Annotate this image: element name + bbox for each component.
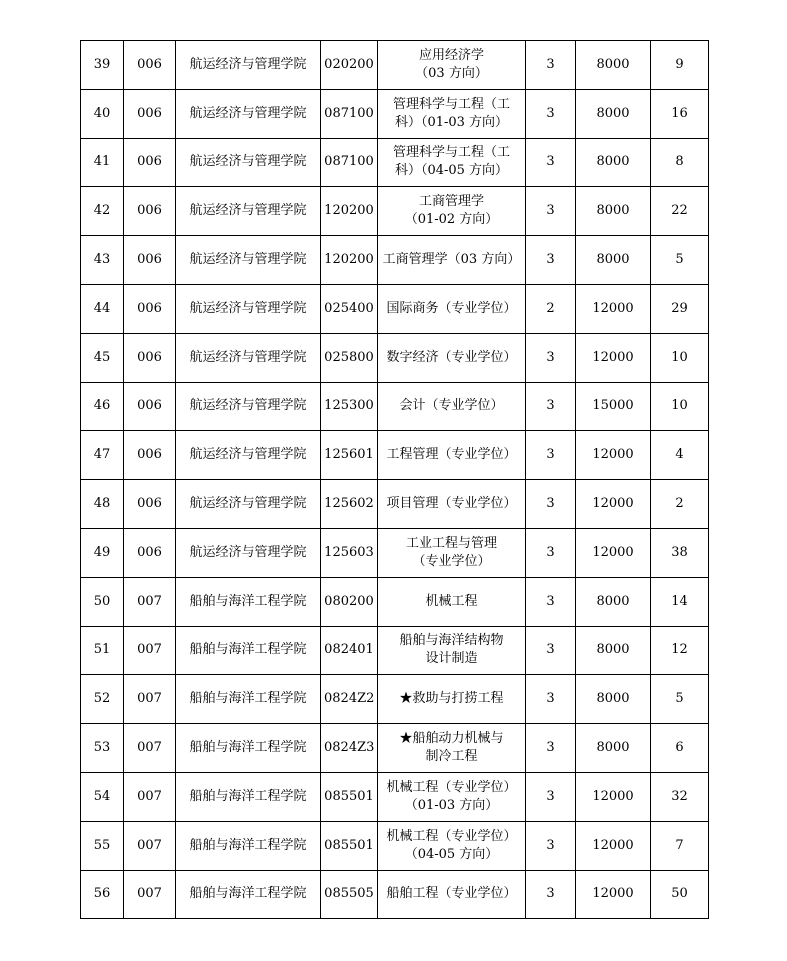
table-row: [81, 724, 709, 773]
study-years: 3: [526, 236, 576, 285]
major-name: [378, 480, 526, 529]
table-row: [81, 870, 709, 919]
major-name: [378, 772, 526, 821]
major-name-line: 项目管理（专业学位）: [386, 496, 517, 512]
tuition-fee: 8000: [576, 675, 651, 724]
school-name: 船舶与海洋工程学院: [176, 724, 321, 773]
major-name-line: （04-05 方向）: [404, 846, 499, 862]
enrollment-count: 4: [651, 431, 709, 480]
enrollment-count: 14: [651, 577, 709, 626]
enrollment-count: 22: [651, 187, 709, 236]
enrollment-count: 38: [651, 528, 709, 577]
major-code: 085505: [321, 870, 378, 919]
study-years: 3: [526, 41, 576, 90]
enrollment-count: 6: [651, 724, 709, 773]
major-code: 082401: [321, 626, 378, 675]
enrollment-count: 7: [651, 821, 709, 870]
major-code: 125300: [321, 382, 378, 431]
major-name-line: 机械工程（专业学位）: [386, 779, 517, 795]
tuition-fee: 8000: [576, 577, 651, 626]
school-name: 航运经济与管理学院: [176, 187, 321, 236]
row-number: 42: [81, 187, 124, 236]
table-row: [81, 528, 709, 577]
row-number: 50: [81, 577, 124, 626]
tuition-fee: 8000: [576, 89, 651, 138]
school-code: 007: [124, 870, 176, 919]
major-name: [378, 382, 526, 431]
tuition-fee: 12000: [576, 870, 651, 919]
table-row: [81, 89, 709, 138]
major-name-line: 工程管理（专业学位）: [386, 447, 517, 463]
major-name: [378, 724, 526, 773]
table-row: [81, 577, 709, 626]
major-code: 080200: [321, 577, 378, 626]
major-name: [378, 577, 526, 626]
row-number: 49: [81, 528, 124, 577]
row-number: 40: [81, 89, 124, 138]
table-body: [81, 41, 709, 919]
school-code: 007: [124, 626, 176, 675]
school-name: 船舶与海洋工程学院: [176, 821, 321, 870]
school-name: 航运经济与管理学院: [176, 333, 321, 382]
study-years: 3: [526, 333, 576, 382]
table-row: [81, 284, 709, 333]
major-code: 020200: [321, 41, 378, 90]
tuition-fee: 8000: [576, 187, 651, 236]
row-number: 52: [81, 675, 124, 724]
enrollment-count: 12: [651, 626, 709, 675]
school-name: 航运经济与管理学院: [176, 236, 321, 285]
major-name-line: 管理科学与工程（工: [392, 96, 510, 112]
table-row: [81, 41, 709, 90]
school-code: 007: [124, 577, 176, 626]
study-years: 3: [526, 480, 576, 529]
row-number: 43: [81, 236, 124, 285]
school-code: 006: [124, 236, 176, 285]
table-row: [81, 382, 709, 431]
major-name: [378, 870, 526, 919]
major-name: [378, 821, 526, 870]
school-code: 006: [124, 480, 176, 529]
major-code: 125603: [321, 528, 378, 577]
major-code: 120200: [321, 187, 378, 236]
tuition-fee: 12000: [576, 528, 651, 577]
enrollment-count: 32: [651, 772, 709, 821]
table-row: [81, 236, 709, 285]
school-code: 006: [124, 187, 176, 236]
table-row: [81, 626, 709, 675]
table-row: [81, 772, 709, 821]
school-name: 航运经济与管理学院: [176, 480, 321, 529]
major-name: [378, 284, 526, 333]
major-code: 025800: [321, 333, 378, 382]
tuition-fee: 12000: [576, 821, 651, 870]
school-code: 007: [124, 724, 176, 773]
major-name: [378, 431, 526, 480]
school-code: 007: [124, 821, 176, 870]
school-name: 航运经济与管理学院: [176, 89, 321, 138]
row-number: 56: [81, 870, 124, 919]
enrollment-count: 29: [651, 284, 709, 333]
major-code: 025400: [321, 284, 378, 333]
school-code: 006: [124, 431, 176, 480]
school-name: 船舶与海洋工程学院: [176, 675, 321, 724]
school-code: 006: [124, 138, 176, 187]
study-years: 3: [526, 724, 576, 773]
tuition-fee: 12000: [576, 333, 651, 382]
major-name: [378, 138, 526, 187]
study-years: 3: [526, 528, 576, 577]
enrollment-count: 10: [651, 382, 709, 431]
tuition-fee: 8000: [576, 626, 651, 675]
major-name-line: 工业工程与管理: [405, 535, 497, 551]
study-years: 3: [526, 772, 576, 821]
table-row: [81, 138, 709, 187]
major-code: 087100: [321, 138, 378, 187]
tuition-fee: 8000: [576, 138, 651, 187]
school-code: 006: [124, 41, 176, 90]
table-row: [81, 675, 709, 724]
major-name: [378, 187, 526, 236]
major-name: [378, 333, 526, 382]
tuition-fee: 12000: [576, 772, 651, 821]
table-row: [81, 480, 709, 529]
enrollment-count: 2: [651, 480, 709, 529]
major-code: 125602: [321, 480, 378, 529]
major-name-line: （专业学位）: [412, 553, 491, 569]
row-number: 53: [81, 724, 124, 773]
enrollment-count: 8: [651, 138, 709, 187]
row-number: 47: [81, 431, 124, 480]
study-years: 3: [526, 382, 576, 431]
major-name-line: 设计制造: [425, 651, 478, 667]
school-name: 航运经济与管理学院: [176, 284, 321, 333]
table-row: [81, 431, 709, 480]
row-number: 45: [81, 333, 124, 382]
major-code: 0824Z3: [321, 724, 378, 773]
table-row: [81, 333, 709, 382]
major-name-line: 机械工程: [425, 593, 478, 609]
major-name-line: 船舶与海洋结构物: [399, 633, 504, 649]
major-name-line: ★船舶动力机械与: [399, 731, 504, 747]
major-name-line: 科）（01-03 方向）: [394, 114, 509, 130]
major-name: [378, 236, 526, 285]
major-name-line: 科）（04-05 方向）: [394, 163, 509, 179]
row-number: 44: [81, 284, 124, 333]
major-code: 0824Z2: [321, 675, 378, 724]
study-years: 3: [526, 138, 576, 187]
study-years: 3: [526, 577, 576, 626]
row-number: 54: [81, 772, 124, 821]
major-name-line: 船舶工程（专业学位）: [386, 886, 517, 902]
school-code: 006: [124, 382, 176, 431]
major-name-line: 应用经济学: [418, 47, 484, 63]
major-name-line: （01-02 方向）: [404, 212, 499, 228]
study-years: 3: [526, 431, 576, 480]
major-name-line: ★救助与打捞工程: [399, 691, 504, 707]
row-number: 55: [81, 821, 124, 870]
tuition-fee: 8000: [576, 41, 651, 90]
table-row: [81, 821, 709, 870]
major-code: 120200: [321, 236, 378, 285]
study-years: 3: [526, 870, 576, 919]
major-name-line: 管理科学与工程（工: [392, 145, 510, 161]
major-name: [378, 528, 526, 577]
study-years: 2: [526, 284, 576, 333]
school-name: 航运经济与管理学院: [176, 528, 321, 577]
school-name: 航运经济与管理学院: [176, 138, 321, 187]
school-code: 006: [124, 528, 176, 577]
school-code: 007: [124, 675, 176, 724]
tuition-fee: 8000: [576, 724, 651, 773]
major-name-line: 会计（专业学位）: [399, 398, 504, 414]
major-code: 085501: [321, 821, 378, 870]
major-name-line: 机械工程（专业学位）: [386, 828, 517, 844]
major-name-line: 制冷工程: [425, 749, 478, 765]
table-row: [81, 187, 709, 236]
major-name: [378, 675, 526, 724]
study-years: 3: [526, 187, 576, 236]
tuition-fee: 12000: [576, 431, 651, 480]
enrollment-count: 5: [651, 236, 709, 285]
school-name: 船舶与海洋工程学院: [176, 577, 321, 626]
major-name-line: 国际商务（专业学位）: [386, 300, 517, 316]
school-code: 007: [124, 772, 176, 821]
major-code: 087100: [321, 89, 378, 138]
row-number: 48: [81, 480, 124, 529]
major-code: 085501: [321, 772, 378, 821]
school-name: 船舶与海洋工程学院: [176, 772, 321, 821]
study-years: 3: [526, 821, 576, 870]
school-code: 006: [124, 284, 176, 333]
major-name-line: （03 方向）: [415, 65, 488, 81]
major-code: 125601: [321, 431, 378, 480]
major-name: [378, 41, 526, 90]
enrollment-count: 5: [651, 675, 709, 724]
enrollment-count: 16: [651, 89, 709, 138]
school-name: 船舶与海洋工程学院: [176, 626, 321, 675]
tuition-fee: 15000: [576, 382, 651, 431]
major-name-line: （01-03 方向）: [404, 797, 499, 813]
study-years: 3: [526, 675, 576, 724]
enrollment-count: 50: [651, 870, 709, 919]
major-name-line: 工商管理学: [418, 194, 484, 210]
major-name: [378, 89, 526, 138]
school-name: 航运经济与管理学院: [176, 431, 321, 480]
major-name-line: 数字经济（专业学位）: [386, 349, 517, 365]
major-name-line: 工商管理学（03 方向）: [382, 252, 521, 268]
admissions-table: [80, 40, 709, 919]
tuition-fee: 12000: [576, 284, 651, 333]
row-number: 46: [81, 382, 124, 431]
tuition-fee: 12000: [576, 480, 651, 529]
school-name: 航运经济与管理学院: [176, 382, 321, 431]
school-code: 006: [124, 89, 176, 138]
school-name: 航运经济与管理学院: [176, 41, 321, 90]
school-name: 船舶与海洋工程学院: [176, 870, 321, 919]
row-number: 51: [81, 626, 124, 675]
row-number: 41: [81, 138, 124, 187]
school-code: 006: [124, 333, 176, 382]
major-name: [378, 626, 526, 675]
study-years: 3: [526, 626, 576, 675]
tuition-fee: 8000: [576, 236, 651, 285]
enrollment-count: 9: [651, 41, 709, 90]
enrollment-count: 10: [651, 333, 709, 382]
study-years: 3: [526, 89, 576, 138]
row-number: 39: [81, 41, 124, 90]
